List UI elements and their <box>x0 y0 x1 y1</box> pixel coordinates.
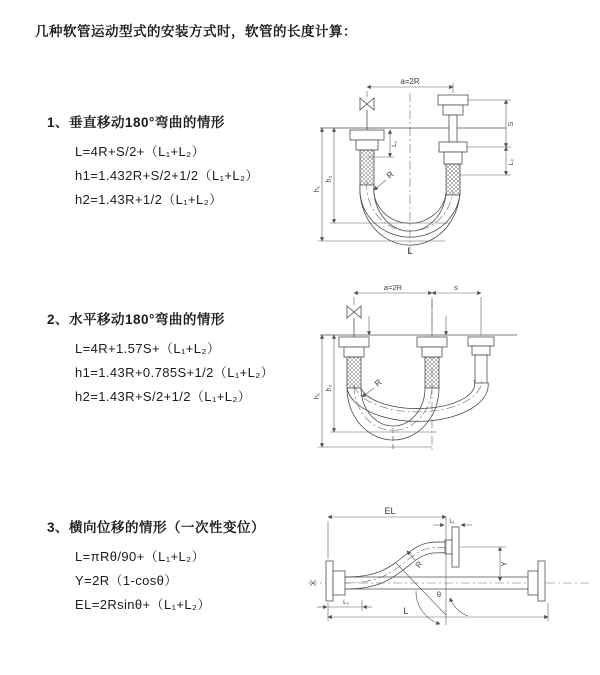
dim-label-travel: s <box>454 283 458 292</box>
braided-hose-section <box>347 357 361 388</box>
dim-span <box>354 283 481 335</box>
dim-l2 <box>317 600 372 611</box>
dim-stroke-s <box>460 100 515 175</box>
section-3-formulas <box>75 545 265 617</box>
original-straight-hose <box>345 577 538 589</box>
dim-label-h1: h₁ <box>314 392 321 400</box>
dim-label-l1: L₁ <box>391 141 398 147</box>
dim-label-s: S <box>508 121 515 127</box>
formula-line: L=πRθ/90+（L₁+L₂） <box>75 549 205 564</box>
moving-end-fitting-position-1 <box>417 337 447 388</box>
original-position-fitting <box>528 561 545 601</box>
dim-label-span: a=2R <box>383 283 403 292</box>
formula-line: h2=1.43R+S/2+1/2（L₁+L₂） <box>75 389 252 404</box>
formula-line: h2=1.43R+1/2（L₁+L₂） <box>75 192 223 207</box>
dim-label-h2: h₂ <box>326 384 333 392</box>
braided-hose-section <box>360 150 374 185</box>
dim-y <box>460 547 509 581</box>
formula-line: L=4R+1.57S+（L₁+L₂） <box>75 341 221 356</box>
formula-line: EL=2Rsinθ+（L₁+L₂） <box>75 597 211 612</box>
moving-end-fitting <box>438 95 468 195</box>
formula-line: L=4R+S/2+（L₁+L₂） <box>75 144 206 159</box>
dim-l <box>328 603 548 621</box>
dim-label-l: L <box>407 246 413 257</box>
braided-hose-section <box>446 164 460 195</box>
dim-label-y: Y <box>500 561 509 567</box>
formula-line: h1=1.432R+S/2+1/2（L₁+L₂） <box>75 168 259 183</box>
diagram-vertical-travel <box>310 73 600 263</box>
page-title: 几种软管运动型式的安装方式时，软管的长度计算： <box>35 24 357 39</box>
dim-h1 <box>314 128 445 241</box>
dim-label-l2: L₂ <box>343 600 349 606</box>
fixed-end-fitting <box>339 337 369 388</box>
dim-label-r: R <box>372 376 384 389</box>
fixed-end-fitting <box>350 130 384 185</box>
section-2-formulas <box>75 337 274 409</box>
section-2 <box>47 308 274 409</box>
valve-icon <box>347 306 361 337</box>
dim-label-span: a=2R <box>400 77 420 86</box>
dim-label-h1: h₁ <box>314 185 321 193</box>
u-bend-hose <box>347 378 488 440</box>
diagram-lateral-offset <box>300 503 600 648</box>
section-1-formulas <box>75 140 259 212</box>
fixed-end-fitting <box>326 561 345 601</box>
dim-label-l1: L₁ <box>449 519 455 525</box>
diagram-horizontal-travel <box>312 280 597 465</box>
radius-leader <box>374 169 396 190</box>
radius-leader <box>407 551 424 570</box>
dim-label-theta: θ <box>436 590 442 599</box>
moving-end-fitting-position-2 <box>468 337 494 383</box>
dim-label-h2: h₂ <box>326 175 333 183</box>
section-3 <box>47 516 265 617</box>
formula-line: Y=2R（1-cosθ） <box>75 573 178 588</box>
valve-icon <box>360 98 374 130</box>
section-1-heading: 1、垂直移动180°弯曲的情形 <box>47 115 225 130</box>
formula-line: h1=1.43R+0.785S+1/2（L₁+L₂） <box>75 365 275 380</box>
dim-label-el: EL <box>384 506 396 516</box>
dim-label-l2: L₂ <box>508 158 515 166</box>
displaced-end-fitting <box>445 527 459 567</box>
section-3-heading: 3、横向位移的情形（一次性变位） <box>47 520 266 535</box>
dim-label-r: R <box>413 559 425 570</box>
braided-hose-section <box>425 357 439 388</box>
dim-label-l: L <box>403 606 409 616</box>
section-2-heading: 2、水平移动180°弯曲的情形 <box>47 312 225 327</box>
dim-label-r: R <box>384 168 396 181</box>
dim-l1 <box>433 519 472 525</box>
section-1 <box>47 111 259 212</box>
